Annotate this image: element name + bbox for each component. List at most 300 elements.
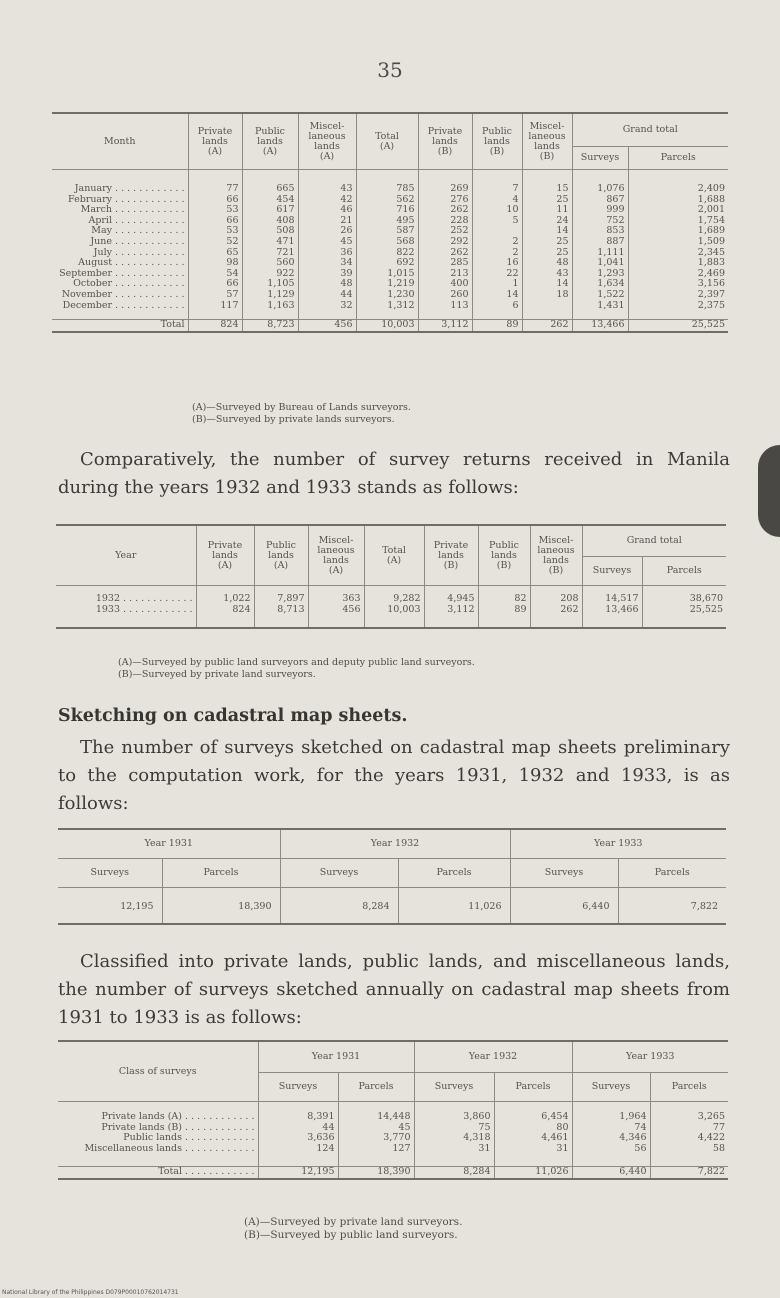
cell: 4,422 <box>650 1133 728 1144</box>
cell: 65 <box>188 248 242 259</box>
cell: 560 <box>242 258 298 269</box>
parcels-header: Parcels <box>650 1073 728 1102</box>
paragraph-classified <box>58 948 730 1032</box>
library-credit: National Library of the Philippines D079P00010762014731 <box>2 1289 179 1296</box>
col-header <box>478 525 530 586</box>
cell: 25 <box>522 195 572 206</box>
col-header-line: Total <box>382 544 406 556</box>
cell: 14,448 <box>338 1102 414 1123</box>
col-header-line: (A) <box>379 140 395 152</box>
cell: 262 <box>418 205 472 216</box>
col-header-line: lands <box>484 135 510 147</box>
cell: 2,469 <box>628 269 728 280</box>
cell: 5 <box>472 216 522 227</box>
cell: 43 <box>522 269 572 280</box>
footnote: (B)—Surveyed by public land surveyors. <box>244 1229 458 1241</box>
parcels-header: Parcels <box>618 859 726 888</box>
col-header <box>530 525 582 586</box>
cell: 665 <box>242 170 298 195</box>
cell: 752 <box>572 216 628 227</box>
total-label: Total <box>160 319 185 331</box>
cell: 66 <box>188 195 242 206</box>
cell: 1,022 <box>196 586 254 605</box>
cell: 285 <box>418 258 472 269</box>
footnote: (A)—Surveyed by private land surveyors. <box>244 1216 463 1228</box>
cell: 456 <box>308 605 364 629</box>
parcels-header: Parcels <box>494 1073 572 1102</box>
col-header-line: (A) <box>328 564 344 576</box>
cell: 7,822 <box>618 888 726 924</box>
footnotes-table4 <box>244 1216 462 1242</box>
year-header: Year 1931 <box>258 1041 414 1073</box>
cell: 4,461 <box>494 1133 572 1144</box>
col-header-line: (B) <box>496 559 512 571</box>
cell: 1,015 <box>356 269 418 280</box>
classified-surveys-table <box>58 1040 728 1180</box>
cell: 44 <box>298 290 356 301</box>
cell: 12,195 <box>120 901 154 912</box>
cell: 11,026 <box>494 1167 572 1179</box>
cell: 1 <box>472 279 522 290</box>
row-label-text: February <box>68 193 113 205</box>
cell: 408 <box>242 216 298 227</box>
cell: 252 <box>418 226 472 237</box>
surveys-header: Surveys <box>58 859 162 888</box>
cell: 824 <box>188 320 242 332</box>
cell: 853 <box>572 226 628 237</box>
cell: 57 <box>188 290 242 301</box>
cell: 276 <box>418 195 472 206</box>
paragraph-text: The number of surveys sketched on cadastral map sheets preliminary to the computation work, for the years 1931, 1932 and 1933, is as follows: <box>58 737 730 814</box>
row-label-text: August <box>78 257 113 269</box>
col-header-line: laneous <box>528 130 566 142</box>
col-header-line: lands <box>491 549 517 561</box>
cell: 208 <box>530 586 582 605</box>
cell: 66 <box>188 216 242 227</box>
cell: 213 <box>418 269 472 280</box>
col-header-line: lands <box>534 140 560 152</box>
cell: 21 <box>298 216 356 227</box>
cell: 8,723 <box>242 320 298 332</box>
footnotes-table1 <box>192 402 411 426</box>
col-header-line: (B) <box>539 150 555 162</box>
surveys-header: Surveys <box>510 859 618 888</box>
col-header-line: Private <box>427 125 463 137</box>
cell: 400 <box>418 279 472 290</box>
col-header-line: (B) <box>489 145 505 157</box>
row-label-text: Miscellaneous lands <box>84 1142 183 1154</box>
col-header-line: lands <box>438 549 464 561</box>
cell: 456 <box>298 320 356 332</box>
cell: 6,440 <box>510 888 618 924</box>
cell: 260 <box>418 290 472 301</box>
cell: 1,522 <box>572 290 628 301</box>
col-header-line: lands <box>543 554 569 566</box>
parcels-header: Parcels <box>628 147 728 170</box>
cell: 31 <box>494 1144 572 1167</box>
col-header <box>196 525 254 586</box>
footnote: (A)—Surveyed by public land surveyors and deputy public land surveyors. <box>118 657 475 668</box>
cell: 25,525 <box>628 320 728 332</box>
cell: 39 <box>298 269 356 280</box>
cell: 2 <box>472 237 522 248</box>
cell: 1,688 <box>628 195 728 206</box>
monthly-surveys-table <box>52 112 728 333</box>
cell: 32 <box>298 301 356 320</box>
cell: 721 <box>242 248 298 259</box>
cell: 3,112 <box>418 320 472 332</box>
cell: 3,770 <box>338 1133 414 1144</box>
row-label-text: April <box>88 214 113 226</box>
cell: 262 <box>522 320 572 332</box>
row-label-text: December <box>62 299 113 311</box>
cell: 887 <box>572 237 628 248</box>
cell: 75 <box>414 1123 494 1134</box>
col-header-line: (A) <box>262 145 278 157</box>
section-heading: Sketching on cadastral map sheets. <box>58 706 408 726</box>
cell: 1,076 <box>572 170 628 195</box>
cell: 124 <box>258 1144 338 1167</box>
col-header <box>424 525 478 586</box>
cell: 25 <box>522 237 572 248</box>
paragraph-text: Classified into private lands, public lands, and miscellaneous lands, the number of surveys sketched annually on cadastral map sheets from 1931 to 1933 is as follows: <box>58 951 730 1028</box>
cell: 716 <box>356 205 418 216</box>
cell: 54 <box>188 269 242 280</box>
cell: 1,883 <box>628 258 728 269</box>
cell: 4 <box>472 195 522 206</box>
grand-total-header: Grand total <box>582 525 726 557</box>
cell: 6,440 <box>572 1167 650 1179</box>
col-header <box>254 525 308 586</box>
cell: 10 <box>472 205 522 216</box>
cell: 1,431 <box>572 301 628 320</box>
cell: 24 <box>522 216 572 227</box>
cell: 12,195 <box>258 1167 338 1179</box>
cell: 9,282 <box>364 586 424 605</box>
cell: 7,822 <box>650 1167 728 1179</box>
cell: 48 <box>298 279 356 290</box>
cell: 13,466 <box>572 320 628 332</box>
cell: 8,284 <box>414 1167 494 1179</box>
cell: 1,509 <box>628 237 728 248</box>
col-header <box>308 525 364 586</box>
cell: 1,105 <box>242 279 298 290</box>
cell: 8,391 <box>258 1102 338 1123</box>
cell: 98 <box>188 258 242 269</box>
col-header <box>522 113 572 170</box>
row-label <box>58 1144 258 1167</box>
cell: 3,636 <box>258 1133 338 1144</box>
table-row <box>56 586 726 605</box>
cell: 1,293 <box>572 269 628 280</box>
col-header-line: Public <box>482 125 512 137</box>
cell: 269 <box>418 170 472 195</box>
surveys-header: Surveys <box>572 147 628 170</box>
row-label-text: November <box>61 288 113 300</box>
cell: 10,003 <box>364 605 424 629</box>
col-header <box>242 113 298 170</box>
footnotes-table2 <box>118 657 475 681</box>
cell: 48 <box>522 258 572 269</box>
cell: 16 <box>472 258 522 269</box>
cell: 4,945 <box>424 586 478 605</box>
cell: 56 <box>572 1144 650 1167</box>
col-header-line: lands <box>212 549 238 561</box>
class-header: Class of surveys <box>58 1041 258 1102</box>
cell: 2,001 <box>628 205 728 216</box>
row-label-text: July <box>93 246 113 258</box>
col-header-line: lands <box>432 135 458 147</box>
cell: 785 <box>356 170 418 195</box>
col-header-line: (B) <box>443 559 459 571</box>
sketching-summary-table <box>58 828 726 925</box>
row-label-text: Public lands <box>123 1132 183 1144</box>
cell: 117 <box>188 301 242 320</box>
cell: 8,284 <box>280 888 398 924</box>
table-row <box>52 301 728 320</box>
footnote: (A)—Surveyed by Bureau of Lands surveyors. <box>192 402 411 413</box>
parcels-header: Parcels <box>338 1073 414 1102</box>
row-label-text: 1932 <box>95 593 121 604</box>
cell: 1,754 <box>628 216 728 227</box>
cell: 2,397 <box>628 290 728 301</box>
col-header-line: Total <box>375 130 399 142</box>
col-header-line: Private <box>197 125 233 137</box>
row-label-text: October <box>73 278 113 290</box>
row-label-text: September <box>59 267 113 279</box>
parcels-header: Parcels <box>162 859 280 888</box>
surveys-header: Surveys <box>414 1073 494 1102</box>
col-header-line: (B) <box>437 145 453 157</box>
col-header-line: lands <box>314 140 340 152</box>
col-header-line: Private <box>207 539 243 551</box>
cell: 7 <box>472 170 522 195</box>
col-header <box>364 525 424 586</box>
surveys-header: Surveys <box>572 1073 650 1102</box>
cell: 262 <box>530 605 582 629</box>
cell: 14 <box>522 226 572 237</box>
row-label-text: January <box>74 183 113 194</box>
cell: 43 <box>298 170 356 195</box>
col-header <box>472 113 522 170</box>
cell: 113 <box>418 301 472 320</box>
total-row <box>52 320 728 332</box>
yearly-comparison-table <box>56 524 726 629</box>
cell: 77 <box>188 170 242 195</box>
cell: 14 <box>522 279 572 290</box>
cell: 36 <box>298 248 356 259</box>
cell: 53 <box>188 205 242 216</box>
total-label <box>58 1167 258 1179</box>
col-header-line: Private <box>433 539 469 551</box>
col-header-line: Miscel- <box>538 534 574 546</box>
cell: 18,390 <box>162 888 280 924</box>
cell: 45 <box>298 237 356 248</box>
table-row <box>58 888 726 924</box>
cell: 562 <box>356 195 418 206</box>
cell: 34 <box>298 258 356 269</box>
paragraph-text: Comparatively, the number of survey returns received in Manila during the years 1932 and 1933 stands as follows: <box>58 449 730 498</box>
cell: 1,219 <box>356 279 418 290</box>
table-row <box>56 605 726 629</box>
cell: 14,517 <box>582 586 642 605</box>
footnote: (B)—Surveyed by private land surveyors. <box>118 669 316 680</box>
parcels-header: Parcels <box>398 859 510 888</box>
col-header-line: Miscel- <box>309 120 345 132</box>
cell: 454 <box>242 195 298 206</box>
month-header: Month <box>52 113 188 170</box>
cell: 11,026 <box>398 888 510 924</box>
col-header <box>356 113 418 170</box>
year-header: Year 1933 <box>510 829 726 859</box>
cell: 692 <box>356 258 418 269</box>
cell: 89 <box>478 605 530 629</box>
col-header-line: laneous <box>317 544 355 556</box>
paragraph-comparison <box>58 446 730 502</box>
cell: 10,003 <box>356 320 418 332</box>
cell: 1,041 <box>572 258 628 269</box>
cell: 46 <box>298 205 356 216</box>
cell: 617 <box>242 205 298 216</box>
col-header-line: lands <box>323 554 349 566</box>
col-header <box>188 113 242 170</box>
col-header-line: (A) <box>386 554 402 566</box>
cell: 363 <box>308 586 364 605</box>
cell: 2,409 <box>628 170 728 195</box>
cell: 25 <box>522 248 572 259</box>
col-header-line: Public <box>266 539 296 551</box>
col-header-line: (A) <box>217 559 233 571</box>
table-row <box>52 170 728 195</box>
cell: 1,230 <box>356 290 418 301</box>
cell: 89 <box>472 320 522 332</box>
year-header: Year <box>56 525 196 586</box>
cell: 568 <box>356 237 418 248</box>
parcels-header: Parcels <box>642 557 726 586</box>
cell: 38,670 <box>642 586 726 605</box>
cell: 508 <box>242 226 298 237</box>
cell: 80 <box>494 1123 572 1134</box>
col-header-line: Public <box>255 125 285 137</box>
cell: 1,111 <box>572 248 628 259</box>
cell: 822 <box>356 248 418 259</box>
cell: 53 <box>188 226 242 237</box>
table-row <box>58 1144 728 1167</box>
cell: 262 <box>418 248 472 259</box>
cell: 18,390 <box>338 1167 414 1179</box>
cell: 1,312 <box>356 301 418 320</box>
year-header: Year 1932 <box>414 1041 572 1073</box>
cell: 82 <box>478 586 530 605</box>
cell: 74 <box>572 1123 650 1134</box>
row-label <box>52 170 188 195</box>
row-label-text: Private lands (A) <box>101 1111 183 1122</box>
col-header-line: lands <box>268 549 294 561</box>
cell: 11 <box>522 205 572 216</box>
surveys-header: Surveys <box>258 1073 338 1102</box>
cell: 26 <box>298 226 356 237</box>
total-row <box>58 1167 728 1179</box>
cell: 127 <box>338 1144 414 1167</box>
cell: 292 <box>418 237 472 248</box>
cell: 587 <box>356 226 418 237</box>
col-header-line: Miscel- <box>529 120 565 132</box>
table-row <box>58 1102 728 1123</box>
cell: 8,713 <box>254 605 308 629</box>
cell: 6 <box>472 301 522 320</box>
cell: 3,265 <box>650 1102 728 1123</box>
page-tab-edge <box>758 445 780 537</box>
row-label-text: May <box>91 225 113 237</box>
year-header: Year 1933 <box>572 1041 728 1073</box>
cell: 18 <box>522 290 572 301</box>
row-label-text: June <box>90 235 113 247</box>
cell: 3,156 <box>628 279 728 290</box>
col-header-line: (A) <box>273 559 289 571</box>
cell: 3,112 <box>424 605 478 629</box>
col-header-line: lands <box>257 135 283 147</box>
row-label <box>52 301 188 320</box>
cell: 77 <box>650 1123 728 1134</box>
row-label-text: Private lands (B) <box>101 1121 183 1133</box>
cell: 471 <box>242 237 298 248</box>
cell: 45 <box>338 1123 414 1134</box>
cell: 1,964 <box>572 1102 650 1123</box>
col-header-line: laneous <box>308 130 346 142</box>
cell: 999 <box>572 205 628 216</box>
cell: 44 <box>258 1123 338 1134</box>
cell: 2,375 <box>628 301 728 320</box>
col-header-line: (A) <box>207 145 223 157</box>
surveys-header: Surveys <box>280 859 398 888</box>
row-label <box>56 605 196 629</box>
cell: 52 <box>188 237 242 248</box>
col-header-line: laneous <box>537 544 575 556</box>
cell: 2 <box>472 248 522 259</box>
cell: 6,454 <box>494 1102 572 1123</box>
col-header <box>418 113 472 170</box>
cell: 1,634 <box>572 279 628 290</box>
cell: 922 <box>242 269 298 280</box>
col-header <box>298 113 356 170</box>
cell: 7,897 <box>254 586 308 605</box>
cell: 1,689 <box>628 226 728 237</box>
col-header-line: (B) <box>548 564 564 576</box>
year-header: Year 1931 <box>58 829 280 859</box>
footnote: (B)—Surveyed by private lands surveyors. <box>192 414 395 425</box>
cell: 1,129 <box>242 290 298 301</box>
cell: 13,466 <box>582 605 642 629</box>
col-header-line: Miscel- <box>318 534 354 546</box>
cell <box>522 301 572 320</box>
cell: 2,345 <box>628 248 728 259</box>
cell: 25,525 <box>642 605 726 629</box>
cell: 15 <box>522 170 572 195</box>
cell: 867 <box>572 195 628 206</box>
cell: 22 <box>472 269 522 280</box>
row-label <box>56 586 196 605</box>
surveys-header: Surveys <box>582 557 642 586</box>
cell: 14 <box>472 290 522 301</box>
cell: 4,346 <box>572 1133 650 1144</box>
col-header-line: lands <box>202 135 228 147</box>
cell: 495 <box>356 216 418 227</box>
cell: 1,163 <box>242 301 298 320</box>
cell: 228 <box>418 216 472 227</box>
row-label-text: March <box>80 204 113 216</box>
cell: 824 <box>196 605 254 629</box>
cell: 66 <box>188 279 242 290</box>
